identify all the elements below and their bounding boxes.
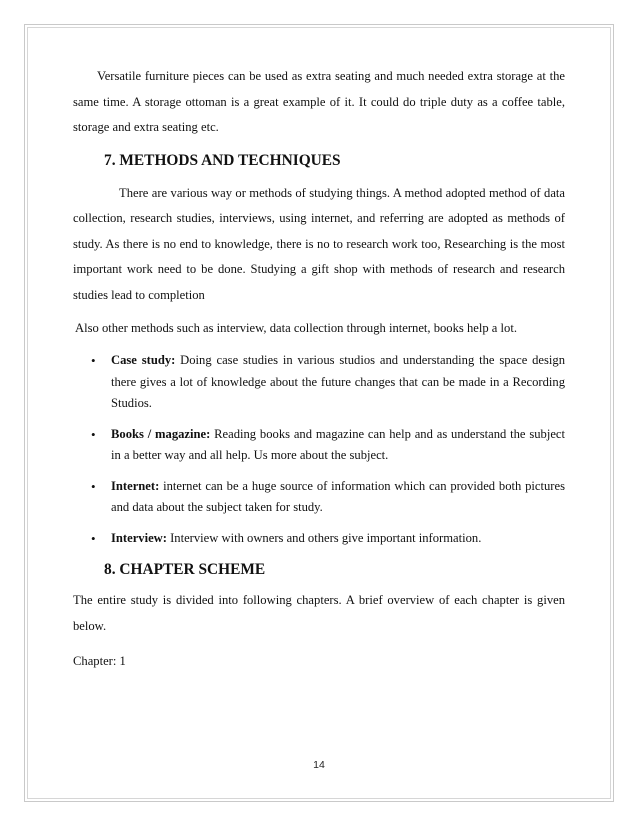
- list-item-text: Reading books and magazine can help and as understand the subject in a better way and all help. Us more about the subject.: [111, 426, 565, 462]
- list-item-case-study: [73, 350, 565, 415]
- bullet-icon: •: [91, 353, 96, 368]
- bullet-icon: •: [91, 478, 96, 494]
- list-item-books: [73, 424, 565, 467]
- list-item-term: Books / magazine:: [111, 426, 211, 441]
- methods-paragraph: There are various way or methods of studying things. A method adopted method of data collection, research studies, interviews, using internet, and referring are adopted as methods of study. As there is no end to knowledge, there is no to research work too, Researching is the most important work need to be done. Studying a gift shop with methods of research and research studies lead to completion: [73, 185, 565, 302]
- page-number: 14: [313, 759, 325, 771]
- list-item-term: Case study:: [111, 353, 176, 367]
- list-item-term: Interview:: [111, 530, 167, 545]
- list-item-text: Interview with owners and others give important information.: [166, 530, 482, 545]
- bullet-icon: •: [91, 426, 96, 442]
- list-item-internet: [73, 476, 565, 519]
- intro-paragraph: Versatile furniture pieces can be used as extra seating and much needed extra storage at the same time. A storage ottoman is a great example of it. It could do triple duty as a coffee table, storage and extra seating etc.: [73, 69, 565, 134]
- methods-list: [73, 350, 565, 549]
- chapter-scheme-paragraph: The entire study is divided into following chapters. A brief overview of each chapter is given below.: [73, 593, 565, 633]
- chapter-label: Chapter: 1: [73, 654, 126, 668]
- list-item-interview: [73, 528, 565, 550]
- section-heading-chapter-scheme: 8. CHAPTER SCHEME: [104, 561, 266, 578]
- list-item-text: internet can be a huge source of information which can provided both pictures and data about the subject taken for study.: [111, 478, 565, 514]
- list-item-text: Doing case studies in various studios and understanding the space design there gives a lot of knowledge about the future changes that can be made in a Recording Studios.: [111, 353, 566, 410]
- also-methods-text: Also other methods such as interview, data collection through internet, books help a lot.: [75, 321, 517, 335]
- bullet-icon: •: [91, 530, 96, 546]
- section-heading-methods: 7. METHODS AND TECHNIQUES: [104, 151, 341, 169]
- page-content: [73, 64, 565, 674]
- list-item-term: Internet:: [111, 478, 160, 493]
